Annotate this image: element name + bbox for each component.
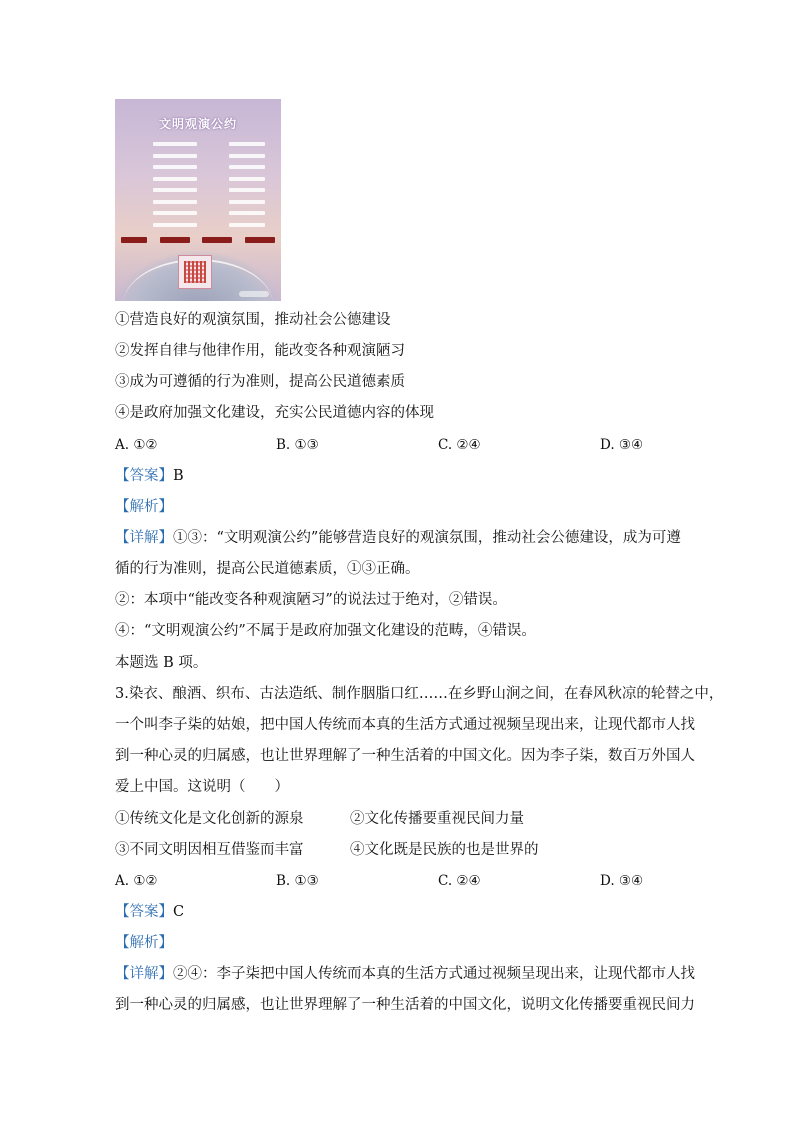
q2-detail-line-4: ④：“文明观演公约”不属于是政府加强文化建设的范畴，④错误。 <box>115 623 536 639</box>
q3-statement-1: ①传统文化是文化创新的源泉 <box>115 811 304 827</box>
answer-value: B <box>173 468 184 484</box>
q3-option-c: C. ②④ <box>438 873 481 889</box>
q3-option-d: D. ③④ <box>600 873 644 889</box>
q3-stem-line-3: 到一种心灵的归属感，也让世界理解了一种生活着的中国文化。因为李子柒，数百万外国人 <box>115 748 695 764</box>
q3-detail-line-1: 【详解】②④：李子柒把中国人传统而本真的生活方式通过视频呈现出来，让现代都市人找 <box>115 966 695 982</box>
q3-stem-line-4: 爱上中国。这说明（ ） <box>115 779 289 795</box>
q2-answer <box>115 466 184 486</box>
q2-statement-4: ④是政府加强文化建设，充实公民道德内容的体现 <box>115 405 434 421</box>
detail-label: 【详解】 <box>115 966 173 982</box>
q3-stem-line-2: 一个叫李子柒的姑娘，把中国人传统而本真的生活方式通过视频呈现出来，让现代都市人找 <box>115 717 695 733</box>
civilized-viewing-poster-image <box>115 99 281 301</box>
q2-option-c: C. ②④ <box>438 437 481 453</box>
q3-option-a: A. ①② <box>115 873 158 889</box>
q2-conclusion: 本题选 B 项。 <box>115 655 208 671</box>
q2-detail-line-1: 【详解】①③：“文明观演公约”能够营造良好的观演氛围，推动社会公德建设，成为可遵 <box>115 530 681 546</box>
q2-analysis-label: 【解析】 <box>115 499 173 515</box>
detail-label: 【详解】 <box>115 530 173 546</box>
q2-detail-line-2: 循的行为准则，提高公民道德素质，①③正确。 <box>115 561 420 577</box>
q3-answer <box>115 902 184 922</box>
q2-statement-1: ①营造良好的观演氛围，推动社会公德建设 <box>115 312 391 328</box>
answer-label: 【答案】 <box>115 904 173 920</box>
q2-statement-3: ③成为可遵循的行为准则，提高公民道德素质 <box>115 374 405 390</box>
q2-option-d: D. ③④ <box>600 437 644 453</box>
q3-stem-line-1: 3.染衣、酿酒、织布、古法造纸、制作胭脂口红……在乡野山涧之间，在春风秋凉的轮替之中， <box>115 686 724 702</box>
poster-text-rows <box>153 139 265 231</box>
q2-statement-2: ②发挥自律与他律作用，能改变各种观演陋习 <box>115 343 405 359</box>
q3-detail-line-2: 到一种心灵的归属感，也让世界理解了一种生活着的中国文化，说明文化传播要重视民间力 <box>115 997 695 1013</box>
qr-code-icon <box>178 255 212 289</box>
q3-statement-4: ④文化既是民族的也是世界的 <box>350 842 539 858</box>
poster-watermark <box>239 291 269 297</box>
answer-value: C <box>173 904 185 920</box>
poster-logos <box>121 237 275 243</box>
q3-option-b: B. ①③ <box>276 873 319 889</box>
q3-analysis-label: 【解析】 <box>115 935 173 951</box>
q2-option-b: B. ①③ <box>276 437 319 453</box>
q2-detail-line-3: ②：本项中“能改变各种观演陋习”的说法过于绝对，②错误。 <box>115 592 507 608</box>
q2-option-a: A. ①② <box>115 437 158 453</box>
q3-statement-3: ③不同文明因相互借鉴而丰富 <box>115 842 304 858</box>
answer-label: 【答案】 <box>115 468 173 484</box>
poster-title: 文明观演公约 <box>158 117 237 131</box>
q3-statement-2: ②文化传播要重视民间力量 <box>350 811 524 827</box>
